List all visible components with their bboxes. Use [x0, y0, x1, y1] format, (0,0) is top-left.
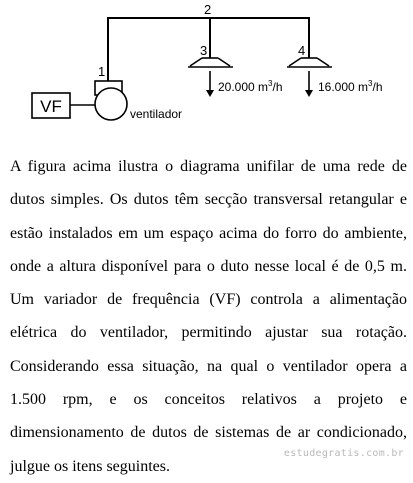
flow-label-3: 20.000 $m^3/h$ — [218, 79, 283, 94]
fan-icon — [95, 81, 127, 120]
duct-network-diagram — [0, 0, 413, 148]
node-label-3: 3 — [200, 43, 208, 58]
watermark: estudegratis.com.br — [283, 448, 404, 459]
diffuser-3-icon — [188, 58, 233, 67]
fan-label: ventilador — [130, 107, 183, 121]
flow-label-4: 16.000 $m^3/h$ — [318, 79, 383, 94]
node-label-1: 1 — [98, 64, 106, 79]
airflow-arrow-4-icon — [305, 71, 313, 97]
node-label-4: 4 — [298, 43, 306, 58]
question-text: A figura acima ilustra o diagrama unifilar de uma rede de dutos simples. Os dutos têm secção transversal retangular e estão instalados em um espaço acima do forro do ambiente, onde a altura disponível para o duto nesse local é de 0,5 m. Um variador de frequência (VF) controla a alimentação elétrica do ventilador, permitindo ajustar sua rotação. Considerando essa situação, na qual o ventilador opera a 1.500 rpm, e os conceitos relativos a projeto e dimensionamento de dutos de sistemas de ar condicionado, julgue os itens seguintes. — [10, 158, 407, 475]
vf-label: VF — [40, 97, 62, 116]
main-duct-lines — [107, 17, 310, 81]
diffuser-4-icon — [287, 58, 332, 67]
airflow-arrow-3-icon — [206, 71, 214, 97]
node-label-2: 2 — [204, 2, 212, 17]
